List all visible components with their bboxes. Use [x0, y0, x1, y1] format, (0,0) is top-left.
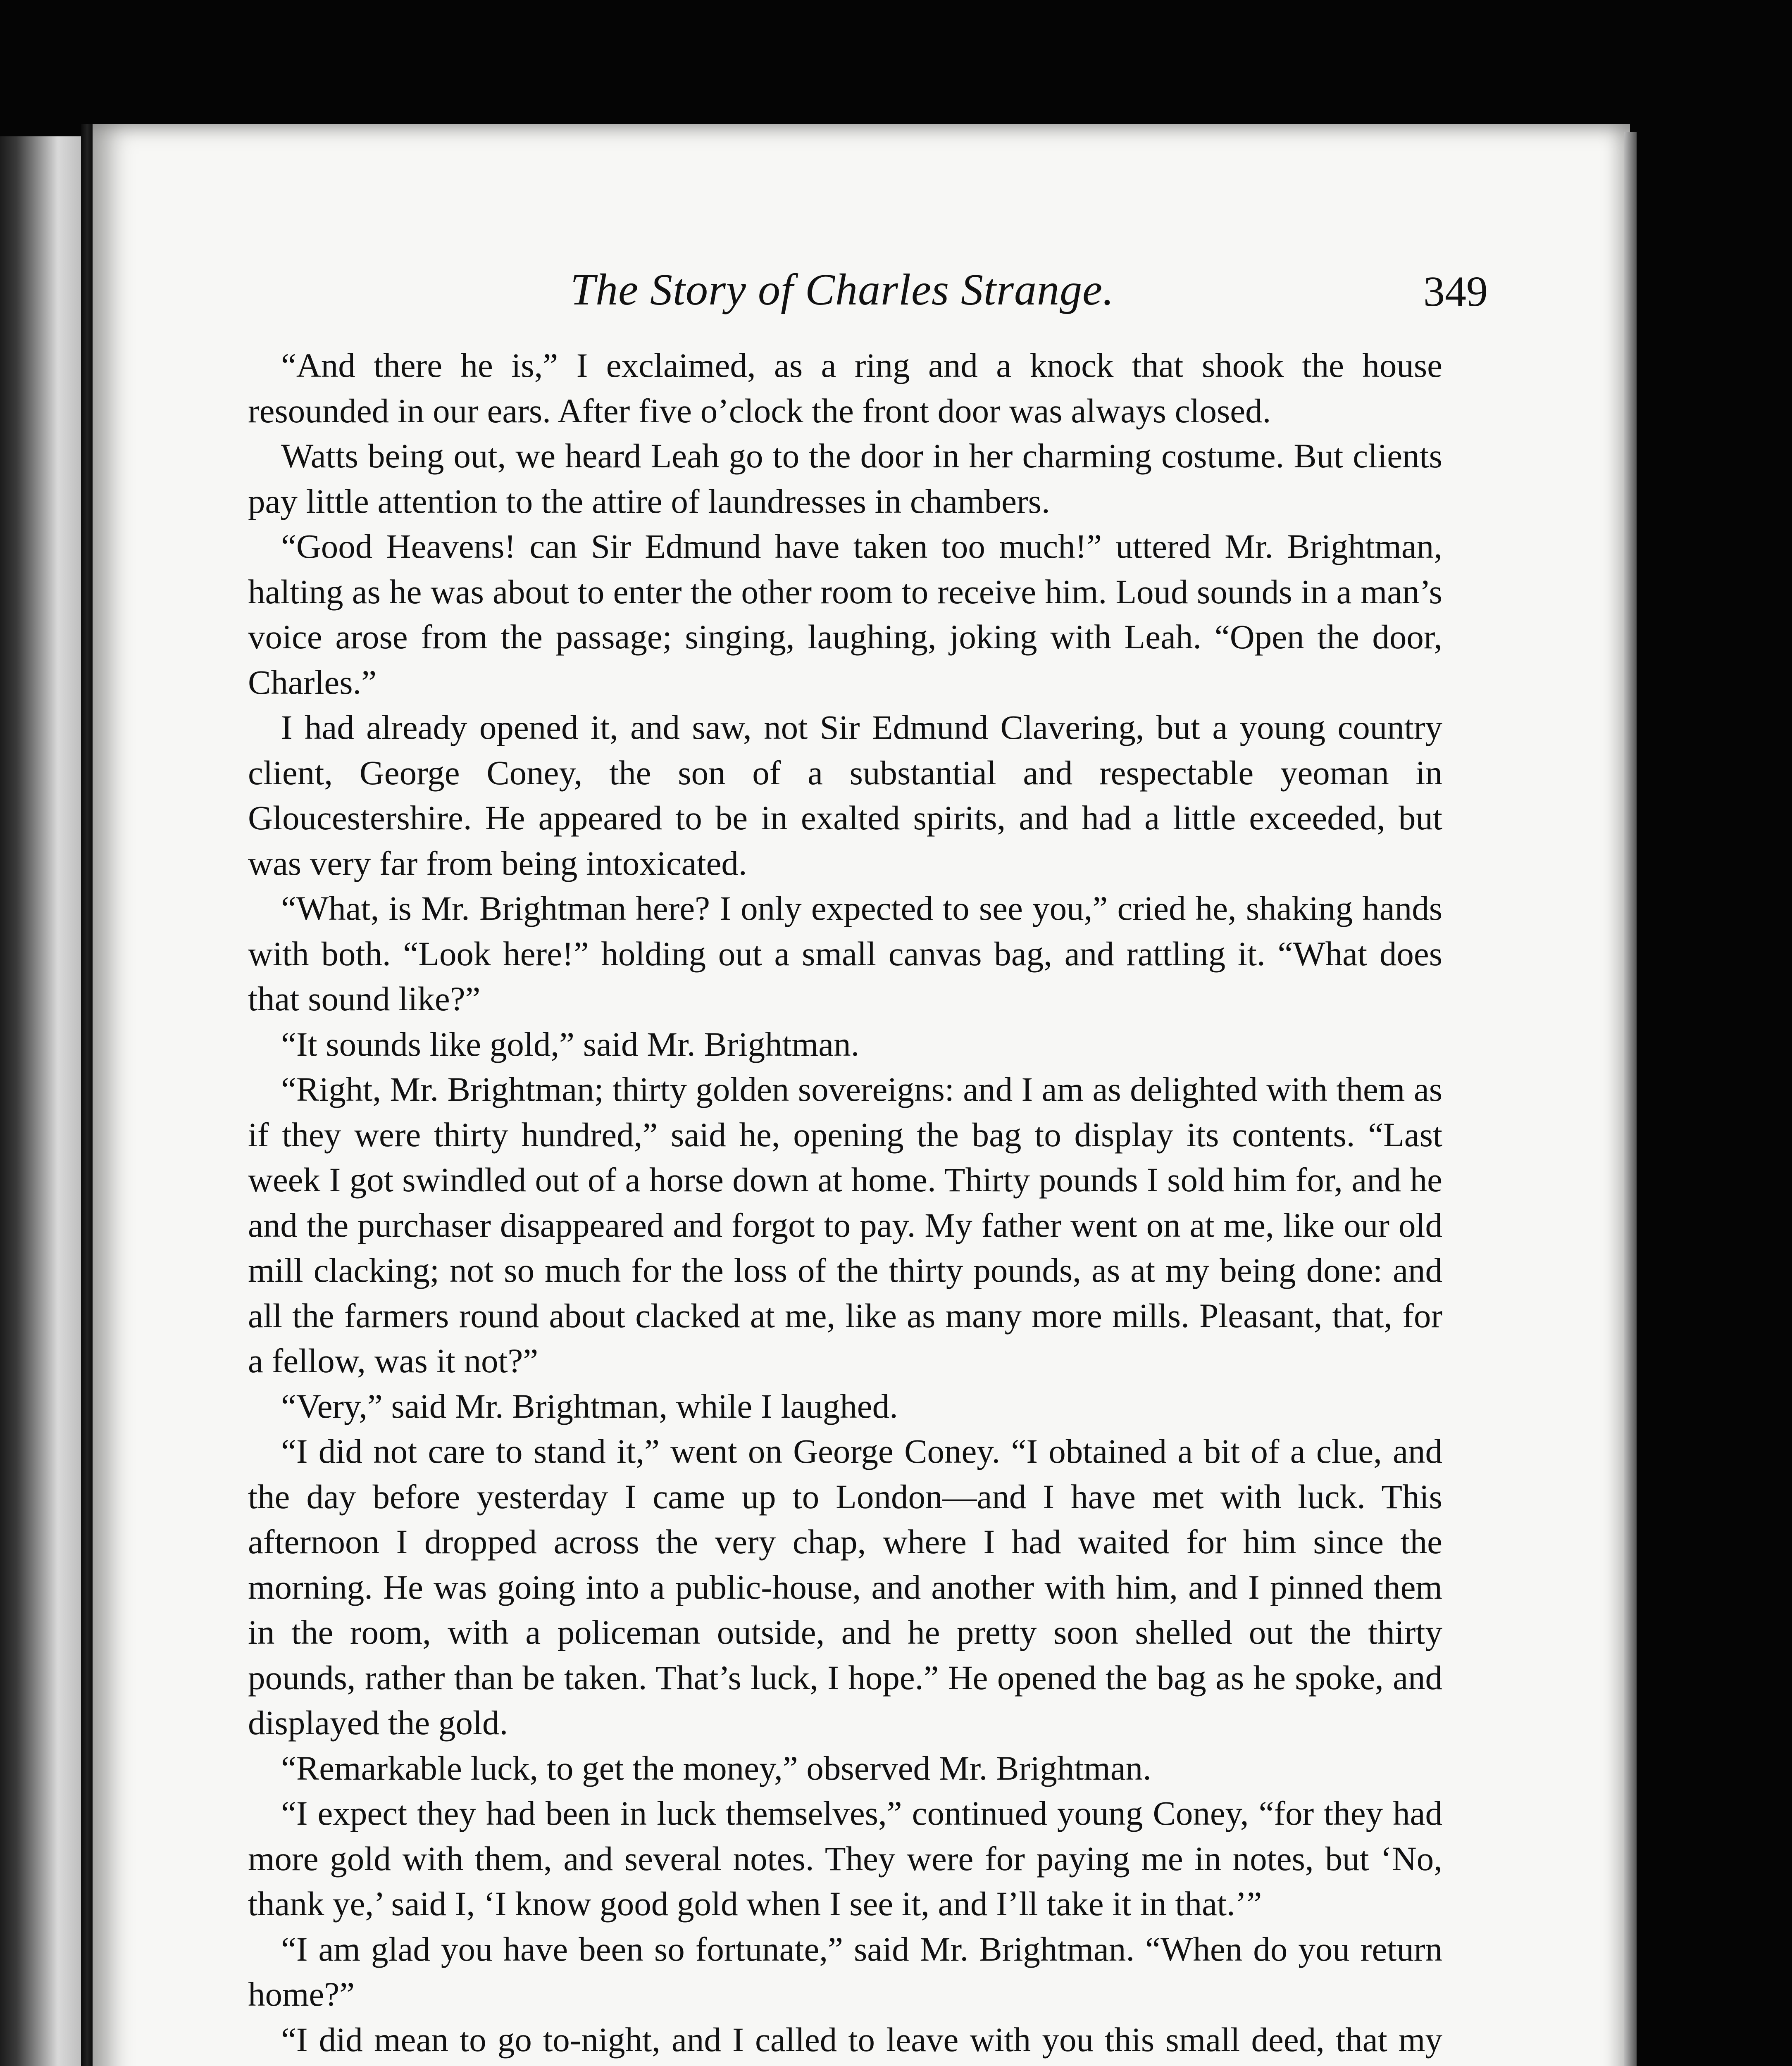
book-gutter	[81, 124, 93, 2066]
previous-page-edge	[0, 136, 83, 2066]
running-title: The Story of Charles Strange.	[570, 265, 1114, 314]
paragraph: “It sounds like gold,” said Mr. Brightman.	[281, 1025, 860, 1063]
paragraph: “And there he is,” I exclaimed, as a ring and a knock that shook the house resounded in our ears. After five o’clock the front door was always closed.	[248, 346, 1442, 430]
paragraph: Watts being out, we heard Leah go to the door in her charming costume. But clients pay little attention to the attire of laundresses in chambers.	[248, 437, 1442, 520]
paragraph: “I expect they had been in luck themselves,” continued young Coney, “for they had more gold with them, and several notes. They were for paying me in notes, but ‘No, thank ye,’ said I, ‘I know good gold when I see it, and I’ll take it in that.’”	[248, 1794, 1442, 1923]
paragraph: “Right, Mr. Brightman; thirty golden sovereigns: and I am as delighted with them as if they were thirty hundred,” said he, opening the bag to display its contents. “Last week I got swindled out of a horse down at home. Thirty pounds I sold him for, and he and the purchaser disappeared and forgot to pay. My father went on at me, like our old mill clacking; not so much for the loss of the thirty pounds, as at my being done: and all the farmers round about clacked at me, like as many more mills. Pleasant, that, for a fellow, was it not?”	[248, 1070, 1442, 1380]
page-stack-edge	[1624, 132, 1637, 2066]
paragraph: “What, is Mr. Brightman here? I only expected to see you,” cried he, shaking hands with both. “Look here!” holding out a small canvas bag, and rattling it. “What does that sound like?”	[248, 889, 1442, 1018]
paragraph: “I am glad you have been so fortunate,” said Mr. Brightman. “When do you return home?”	[248, 1930, 1442, 2013]
paragraph: “Remarkable luck, to get the money,” observed Mr. Brightman.	[281, 1749, 1151, 1787]
body-text	[248, 343, 1442, 2066]
page-header	[248, 256, 1488, 322]
paragraph: “Good Heavens! can Sir Edmund have taken too much!” uttered Mr. Brightman, halting as he was about to enter the other room to receive him. Loud sounds in a man’s voice arose from the passage; singing, laughing, joking with Leah. “Open the door, Charles.”	[248, 527, 1442, 701]
paragraph: “Very,” said Mr. Brightman, while I laughed.	[281, 1387, 898, 1425]
page-number: 349	[1423, 268, 1488, 315]
paragraph: “I did not care to stand it,” went on George Coney. “I obtained a bit of a clue, and the day before yesterday I came up to London—and I have met with luck. This afternoon I dropped across the very chap, where I had waited for him since the morning. He was going into a public-house, and another with him, and I pinned them in the room, with a policeman outside, and he pretty soon shelled out the thirty pounds, rather than be taken. That’s luck, I hope.” He opened the bag as he spoke, and displayed the gold.	[248, 1432, 1442, 1742]
paragraph: “I did mean to go to-night, and I called to leave with you this small deed, that my	[281, 2020, 1442, 2059]
paragraph: I had already opened it, and saw, not Sir Edmund Clavering, but a young country client, George Coney, the son of a substantial and respectable yeoman in Gloucestershire. He appeared to be in exalted spirits, and had a little exceeded, but was very far from being intoxicated.	[248, 708, 1442, 882]
